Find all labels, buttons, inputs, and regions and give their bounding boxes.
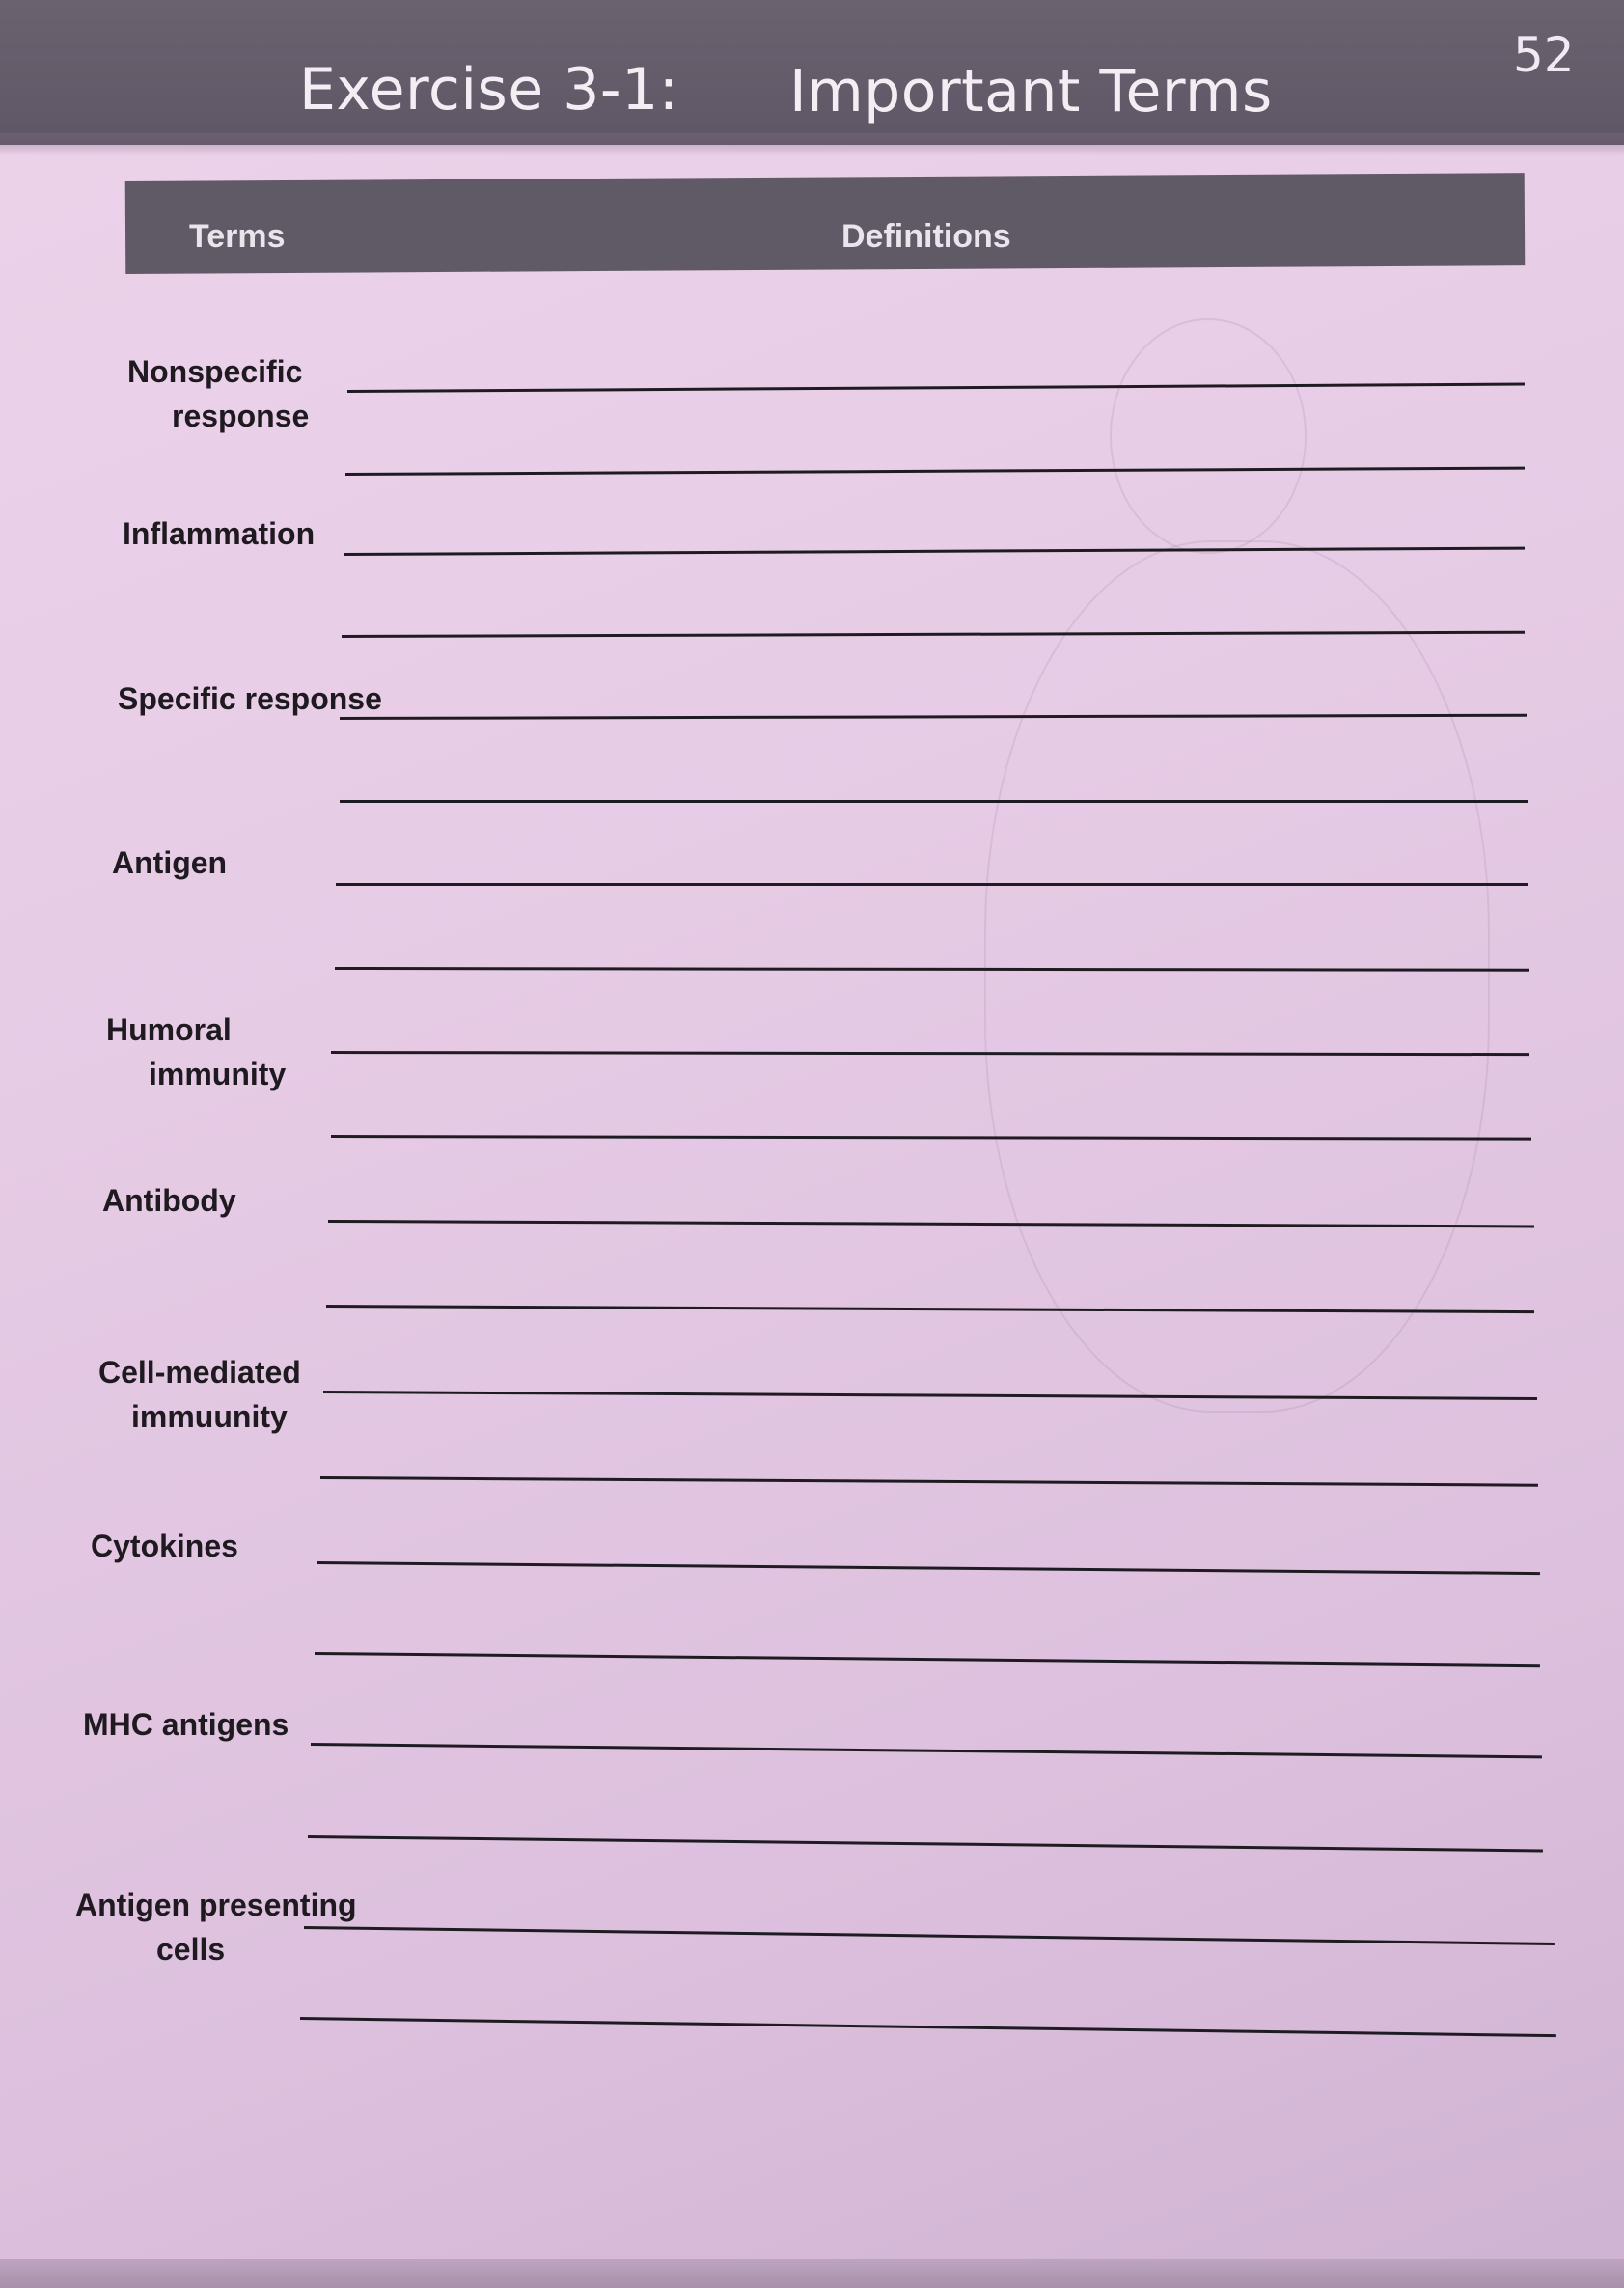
term-line1: Antigen presenting [75,1888,357,1922]
table-header-bar [125,173,1526,274]
definition-line[interactable] [317,1561,1540,1575]
term-line1: Cell-mediated [98,1355,301,1390]
term-line1: Antigen [112,845,228,880]
term-line1: Cytokines [91,1529,238,1563]
term-inflammation [123,511,315,556]
term-line2: immunity [149,1057,287,1091]
definition-line[interactable] [320,1476,1538,1487]
term-line1: Nonspecific [127,354,303,389]
term-specific-response [118,676,382,721]
section-title: Important Terms [789,58,1273,125]
term-line2: immuunity [131,1399,288,1434]
exercise-title: Exercise 3-1: [299,56,679,124]
definition-line[interactable] [340,800,1528,803]
term-line1: Antibody [102,1183,236,1218]
term-antigen [112,841,227,885]
term-antibody [102,1178,236,1223]
term-cytokines [91,1524,238,1568]
term-line1: Inflammation [123,516,316,551]
definition-line[interactable] [323,1391,1537,1400]
definition-line[interactable] [336,883,1528,886]
page-shadow [0,133,1624,156]
definition-line[interactable] [345,467,1525,476]
term-mhc-antigens [83,1702,289,1747]
definition-line[interactable] [344,547,1525,556]
definition-line[interactable] [315,1652,1540,1667]
term-line2: response [172,399,310,433]
definition-line[interactable] [300,2017,1556,2037]
terms-column-header: Terms [189,218,286,255]
definition-line[interactable] [308,1835,1543,1853]
definition-line[interactable] [311,1743,1542,1758]
term-line2: cells [156,1932,226,1967]
term-humoral-immunity [106,1007,286,1096]
definitions-column-header: Definitions [841,218,1011,255]
bottom-band [0,2259,1624,2288]
background-figure-body [984,540,1490,1413]
definition-line[interactable] [335,967,1529,972]
term-cell-mediated-immunity [98,1350,301,1439]
term-line1: Humoral [106,1012,232,1047]
term-line1: Specific response [118,681,382,716]
definition-line[interactable] [304,1926,1555,1945]
page-number: 52 [1513,27,1575,83]
term-nonspecific-response [127,349,309,438]
term-line1: MHC antigens [83,1707,289,1742]
background-figure-head [1110,318,1307,554]
definition-line[interactable] [347,383,1525,393]
